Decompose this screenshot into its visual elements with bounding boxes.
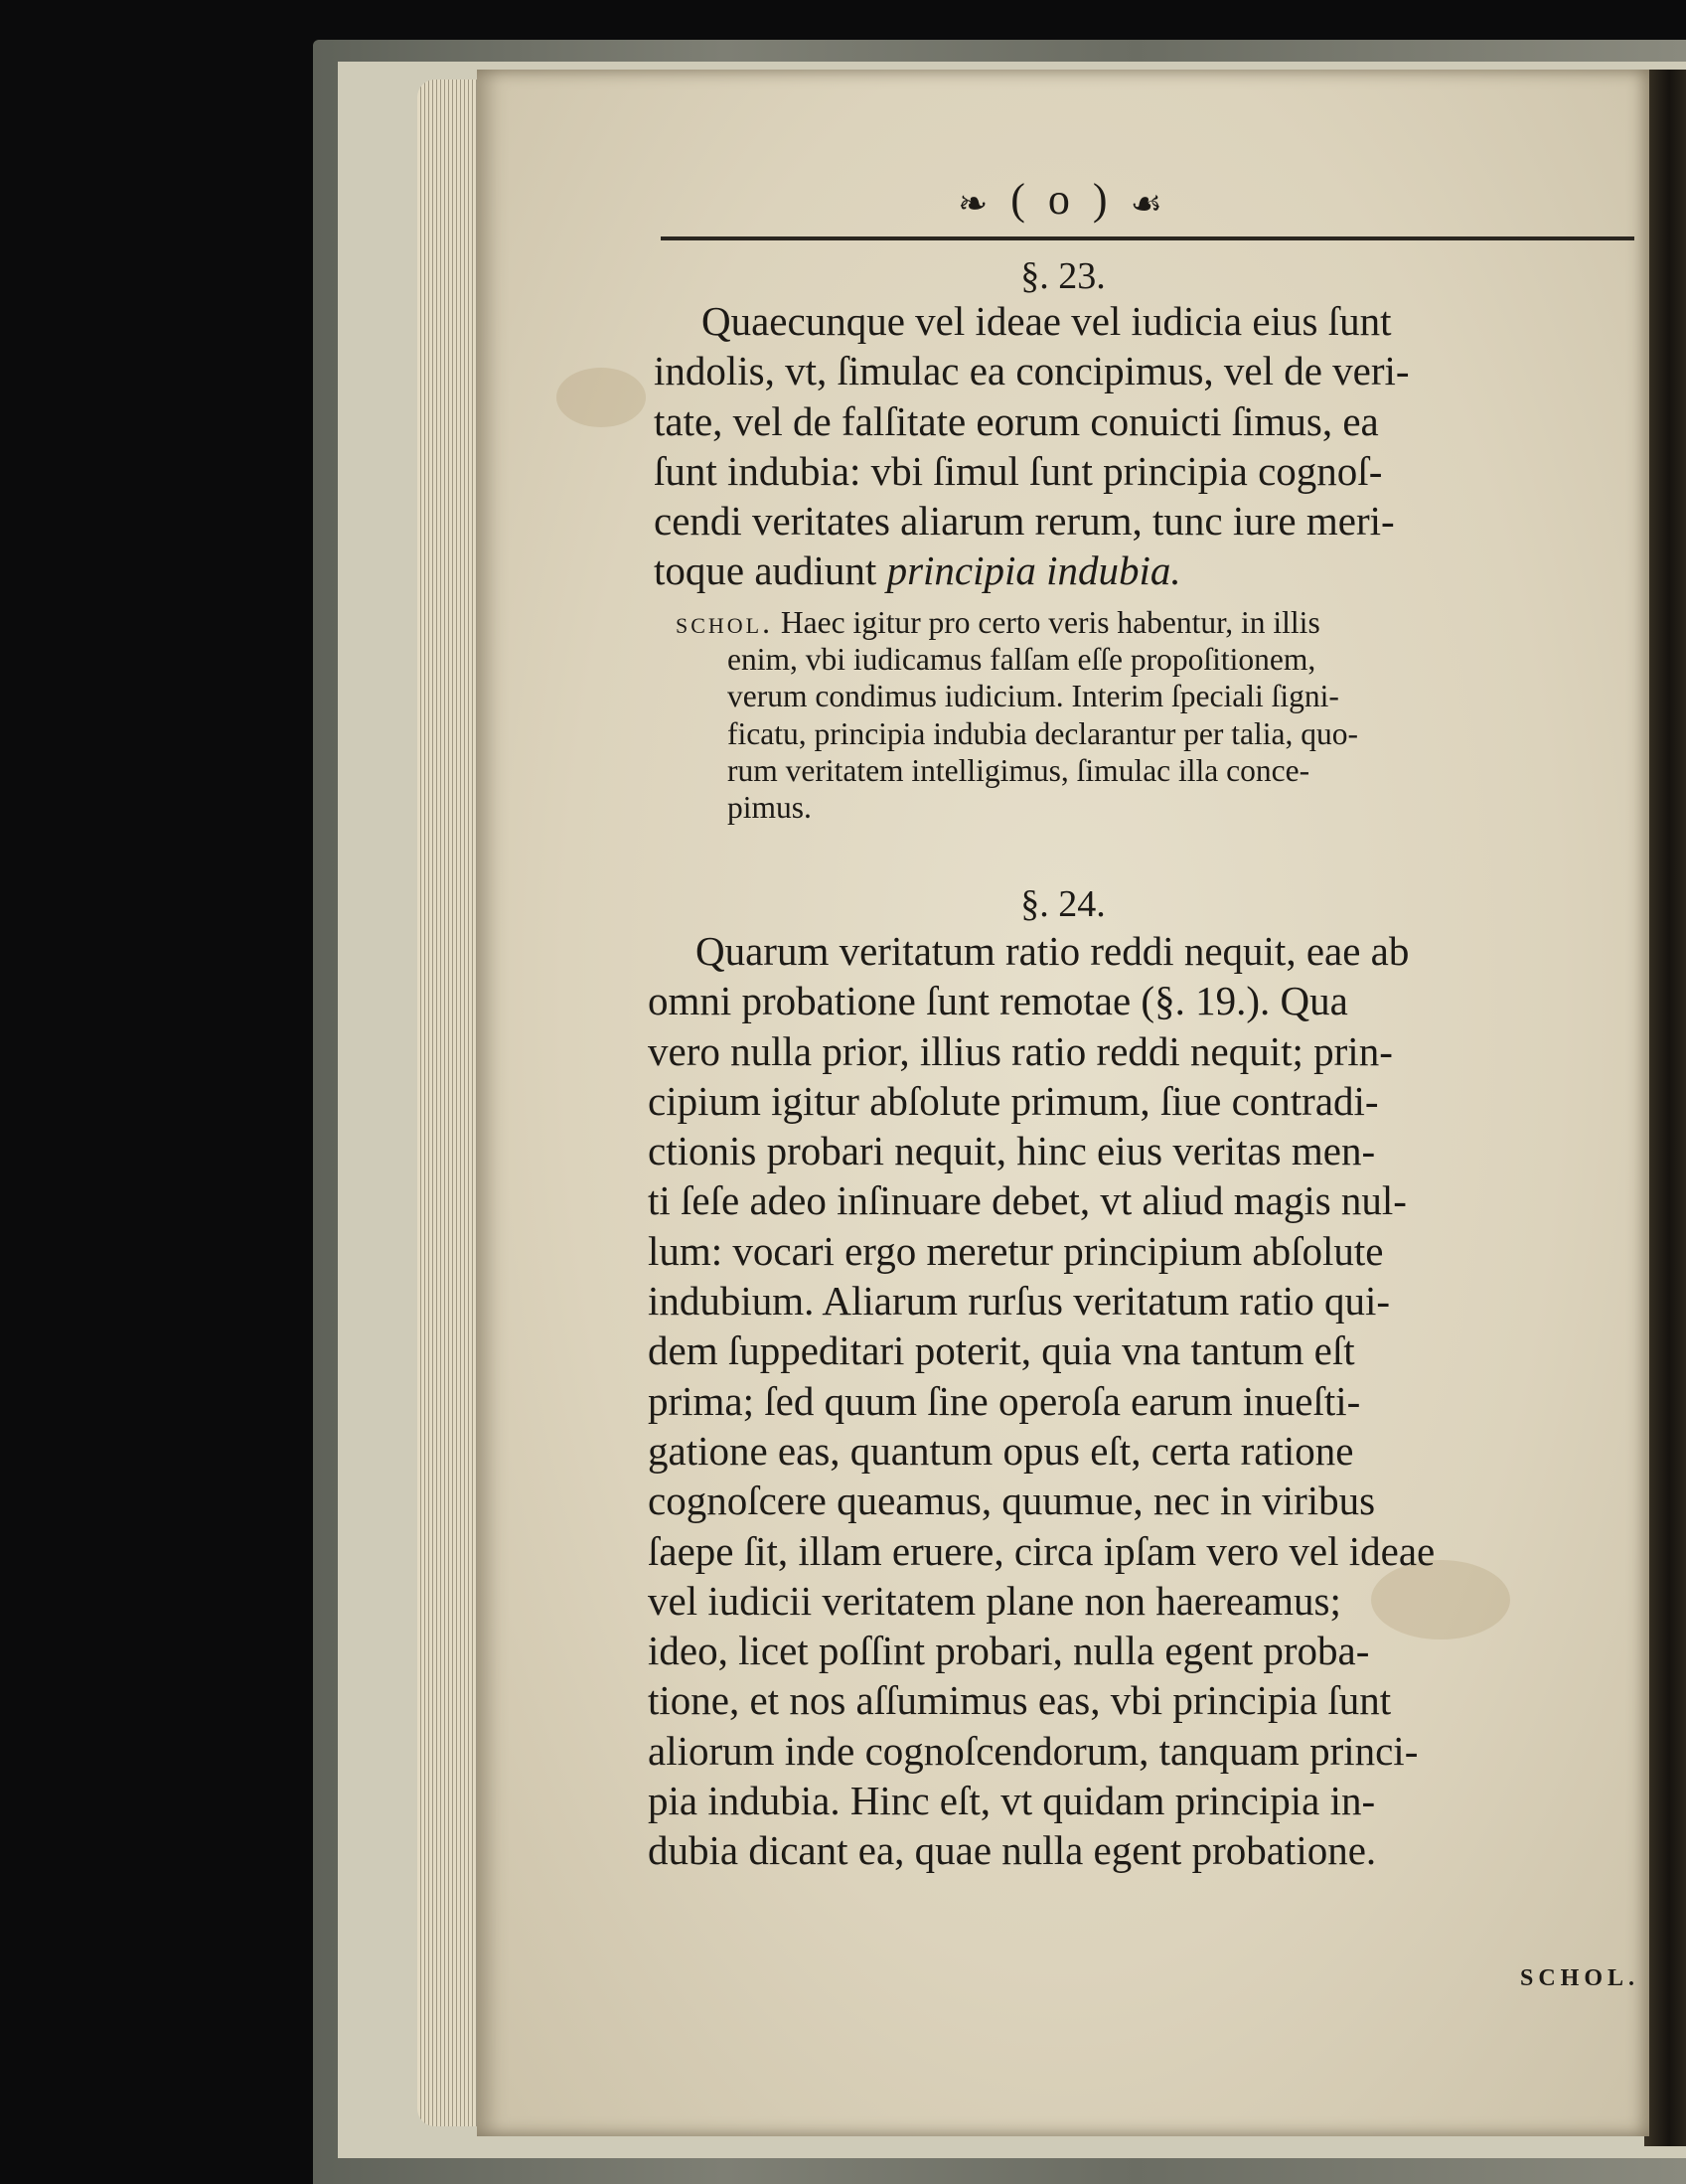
foxing-stain (556, 368, 646, 427)
text-line: Quaecunque vel ideae vel iudicia eius ſunt (701, 298, 1392, 344)
scholium-line: pimus. (727, 790, 812, 826)
scholium-label: schol. (676, 605, 773, 640)
text-line: ctionis probari nequit, hinc eius veritas men- (648, 1128, 1376, 1174)
section-number-24: §. 24. (1020, 883, 1106, 925)
text-line: toque audiunt principia indubia. (654, 547, 1181, 594)
section-number-23: §. 23. (1020, 255, 1106, 297)
text-line: cipium igitur abſolute primum, ſiue contradi- (648, 1077, 1379, 1124)
scholium-line: rum veritatem intelligimus, ſimulac illa conce- (727, 752, 1310, 788)
text-line: indubium. Aliarum rurſus veritatum ratio qui- (648, 1278, 1390, 1325)
text-line: lum: vocari ergo meretur principium abſolute (648, 1227, 1384, 1274)
text-line: gatione eas, quantum opus eſt, certa ratione (648, 1427, 1354, 1474)
text-line: prima; ſed quum ſine operoſa earum inueſti- (648, 1377, 1361, 1424)
text-line: cognoſcere queamus, quumue, nec in viribus (648, 1478, 1376, 1524)
italic-term: principia indubia. (886, 547, 1181, 594)
text-line: omni probatione ſunt remotae (§. 19.). Qua (648, 978, 1348, 1024)
scholium-23 (676, 604, 1684, 826)
section-23-text (654, 296, 1632, 596)
scholium-line: Haec igitur pro certo veris habentur, in illis (773, 605, 1320, 640)
text-line: Quarum veritatum ratio reddi nequit, eae ab (695, 928, 1410, 974)
text-line: ſunt indubia: vbi ſimul ſunt principia cognoſ- (654, 447, 1383, 494)
ornament-left-icon: ❧ (958, 183, 995, 224)
text-line: ideo, licet poſſint probari, nulla egent proba- (648, 1628, 1370, 1674)
book-gutter (1644, 70, 1686, 2146)
text-line: ſaepe ſit, illam eruere, circa ipſam vero vel ideae (648, 1527, 1436, 1574)
catchword: SCHOL. (1519, 1965, 1639, 1991)
text-line: tate, vel de falſitate eorum conuicti ſimus, ea (654, 397, 1379, 444)
scholium-line: enim, vbi iudicamus falſam eſſe propoſitionem, (727, 642, 1316, 678)
text-line: dem ſuppeditari poterit, quia vna tantum eſt (648, 1327, 1355, 1374)
text-line: aliorum inde cognoſcendorum, tanquam princi- (648, 1727, 1419, 1774)
scholium-line: verum condimus iudicium. Interim ſpeciali ſigni- (727, 679, 1339, 714)
text-line: cendi veritates aliarum rerum, tunc iure meri- (654, 498, 1395, 545)
text-line: tione, et nos aſſumimus eas, vbi principia ſunt (648, 1677, 1392, 1724)
running-header (477, 174, 1649, 234)
section-24-text (648, 926, 1631, 1876)
book-page (477, 70, 1649, 2136)
text-line: indolis, vt, ſimulac ea concipimus, vel de veri- (654, 348, 1410, 394)
header-rule (661, 236, 1634, 240)
text-line: ti ſeſe adeo inſinuare debet, vt aliud magis nul- (648, 1177, 1407, 1224)
text-line: vel iudicii veritatem plane non haereamus; (648, 1577, 1341, 1624)
text-line: vero nulla prior, illius ratio reddi nequit; prin- (648, 1027, 1393, 1074)
scholium-line: ficatu, principia indubia declarantur per talia, quo- (727, 715, 1358, 751)
text-line: dubia dicant ea, quae nulla egent probatione. (648, 1827, 1377, 1874)
ornament-right-icon: ☙ (1130, 183, 1168, 224)
page-number: ( o ) (1010, 175, 1114, 224)
text-line: pia indubia. Hinc eſt, vt quidam principia in- (648, 1778, 1376, 1824)
